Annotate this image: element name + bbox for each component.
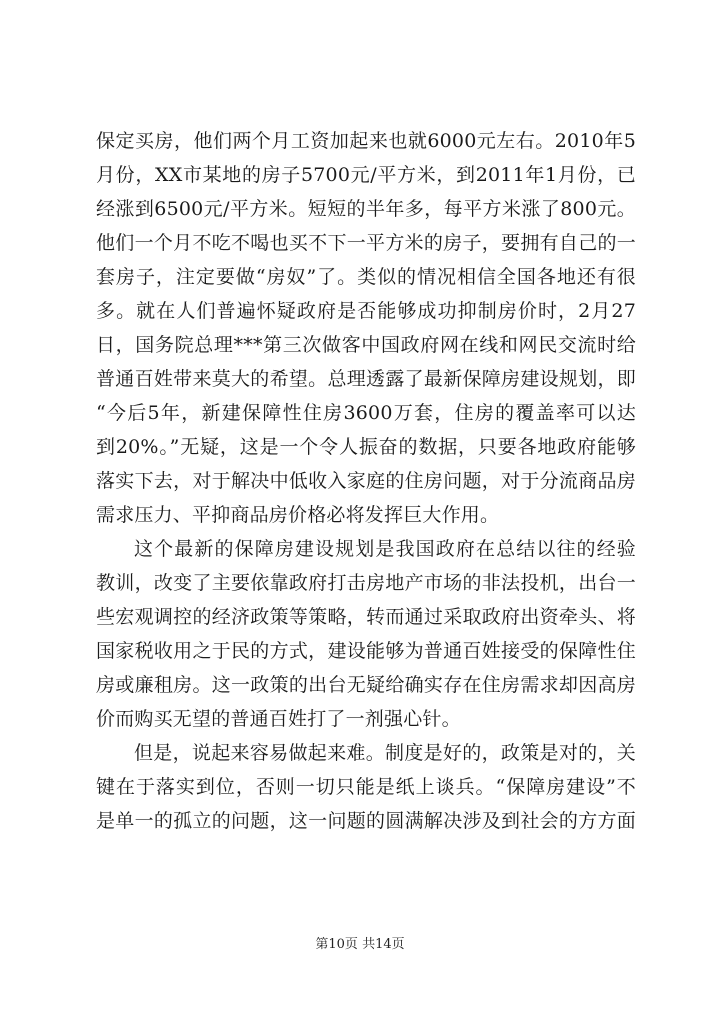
- paragraph-1-line-12: 需求压力、平抑商品房价格必将发挥巨大作用。: [96, 504, 500, 526]
- page-number-label: 第10页 共14页: [315, 937, 405, 952]
- paragraph-1-line-5: 套房子，注定要做“房奴”了。类似的情况相信全国各地还有很: [96, 266, 636, 288]
- paragraph-2-line-3: 些宏观调控的经济政策等策略，转而通过采取政府出资牵头、将: [96, 606, 636, 628]
- paragraph-1-line-2: 月份，XX市某地的房子5700元/平方米，到2011年1月份，已: [96, 164, 636, 186]
- paragraph-1-line-4: 他们一个月不吃不喝也买不下一平方米的房子，要拥有自己的一: [96, 232, 636, 254]
- paragraph-1-line-10: 到20%。”无疑，这是一个令人振奋的数据，只要各地政府能够: [96, 436, 636, 458]
- page-footer: [0, 933, 720, 952]
- paragraph-1-line-3: 经涨到6500元/平方米。短短的半年多，每平方米涨了800元。: [96, 198, 636, 220]
- paragraph-3-line-2: 键在于落实到位，否则一切只能是纸上谈兵。“保障房建设”不: [96, 776, 636, 798]
- paragraph-1-line-11: 落实下去，对于解决中低收入家庭的住房问题，对于分流商品房: [96, 470, 636, 492]
- paragraph-2-line-4: 国家税收用之于民的方式，建设能够为普通百姓接受的保障性住: [96, 640, 636, 662]
- paragraph-2-line-2: 教训，改变了主要依靠政府打击房地产市场的非法投机，出台一: [96, 572, 636, 594]
- paragraph-1-line-1: 保定买房，他们两个月工资加起来也就6000元左右。2010年5: [96, 130, 636, 152]
- document-body: [96, 124, 636, 838]
- paragraph-2-line-6: 价而购买无望的普通百姓打了一剂强心针。: [96, 708, 461, 730]
- paragraph-2-line-5: 房或廉租房。这一政策的出台无疑给确实存在住房需求却因高房: [96, 674, 636, 696]
- paragraph-1-line-6: 多。就在人们普遍怀疑政府是否能够成功抑制房价时，2月27: [96, 300, 636, 322]
- paragraph-1-line-9: “今后5年，新建保障性住房3600万套，住房的覆盖率可以达: [96, 402, 636, 424]
- paragraph-1-line-7: 日，国务院总理***第三次做客中国政府网在线和网民交流时给: [96, 334, 636, 356]
- paragraph-2-line-1: 这个最新的保障房建设规划是我国政府在总结以往的经验: [134, 538, 636, 560]
- paragraph-3-line-1: 但是，说起来容易做起来难。制度是好的，政策是对的，关: [134, 742, 636, 764]
- paragraph-3-line-3: 是单一的孤立的问题，这一问题的圆满解决涉及到社会的方方面: [96, 810, 636, 832]
- paragraph-1-line-8: 普通百姓带来莫大的希望。总理透露了最新保障房建设规划，即: [96, 368, 636, 390]
